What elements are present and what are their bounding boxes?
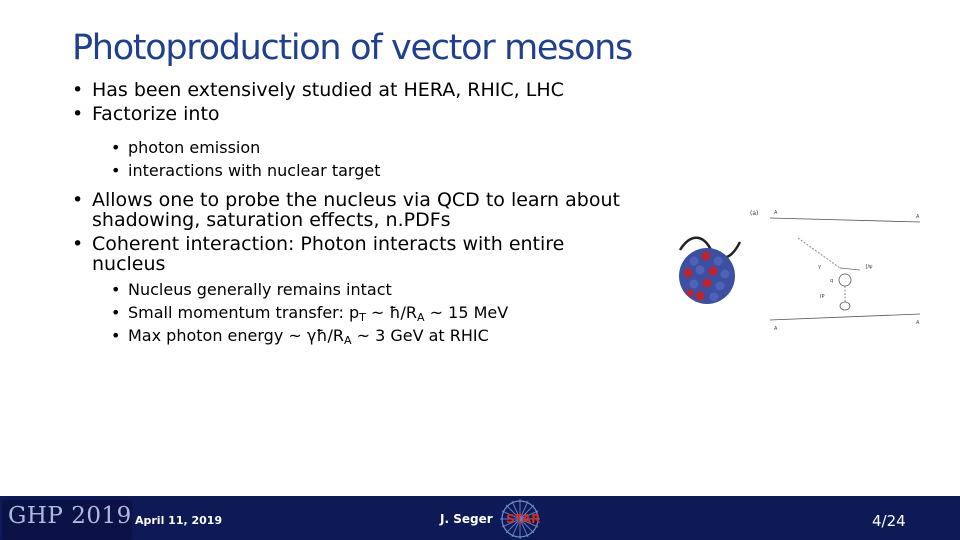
- sub-bullet-momentum-transfer: [72, 301, 632, 324]
- sub-bullet-nuclear-target: • interactions with nuclear target: [72, 159, 632, 182]
- diagram-label-gamma: γ: [818, 264, 821, 270]
- diagram-beam-line-top: [770, 218, 920, 222]
- sub-bullet-photon-emission: • photon emission: [72, 136, 632, 159]
- feynman-diagram: [670, 198, 940, 343]
- bullet-factorize: • Factorize into: [72, 102, 632, 126]
- diagram-label-a4: A: [916, 320, 920, 326]
- sub-bullet-max-photon-energy: [72, 324, 632, 347]
- diagram-target-vertex: [840, 302, 850, 310]
- sub-bullet-nucleus-intact: • Nucleus generally remains intact: [72, 278, 632, 301]
- diagram-quark-loop: [839, 274, 851, 286]
- energy-text-pre: Max photon energy ~ γħ/R: [128, 326, 344, 345]
- diagram-label-a1: A: [774, 210, 778, 216]
- diagram-label-jpsi: J/ψ: [866, 264, 873, 270]
- diagram-jpsi-line: [840, 268, 860, 270]
- footer-date: April 11, 2019: [135, 514, 223, 527]
- diagram-label-pomeron: IP: [820, 294, 825, 300]
- slide-content: [72, 78, 632, 347]
- bullet-probe-nucleus: • Allows one to probe the nucleus via QCD to learn about shadowing, saturation effects, n.PDFs: [72, 190, 632, 230]
- momentum-sub-t: T: [359, 311, 366, 324]
- diagram-panel-label: (a): [750, 210, 759, 217]
- bullet-coherent-interaction: • Coherent interaction: Photon interacts with entire nucleus: [72, 234, 632, 274]
- bullet-hera-rhic-lhc: • Has been extensively studied at HERA, RHIC, LHC: [72, 78, 632, 102]
- diagram-label-a3: A: [774, 326, 778, 332]
- diagram-beam-line-bottom: [770, 314, 920, 320]
- diagram-label-a2: A: [916, 214, 920, 220]
- nucleus-icon: [679, 248, 735, 304]
- momentum-text-pre: Small momentum transfer: p: [128, 303, 360, 322]
- energy-sub-a: A: [343, 334, 352, 347]
- page-number: 4/24: [872, 512, 906, 530]
- ghp-logo: [2, 500, 132, 540]
- momentum-sub-a: A: [417, 311, 425, 324]
- diagram-label-q: q: [830, 278, 834, 284]
- energy-text-post: ~ 3 GeV at RHIC: [351, 326, 489, 345]
- momentum-text-post: ~ 15 MeV: [424, 303, 509, 322]
- slide-title: Photoproduction of vector mesons: [72, 28, 632, 68]
- star-logo-text: STAR: [506, 512, 541, 526]
- footer-author: J. Seger: [440, 512, 493, 526]
- ghp-logo-text: GHP 2019: [8, 503, 132, 529]
- momentum-text-mid: ~ ħ/R: [365, 303, 418, 322]
